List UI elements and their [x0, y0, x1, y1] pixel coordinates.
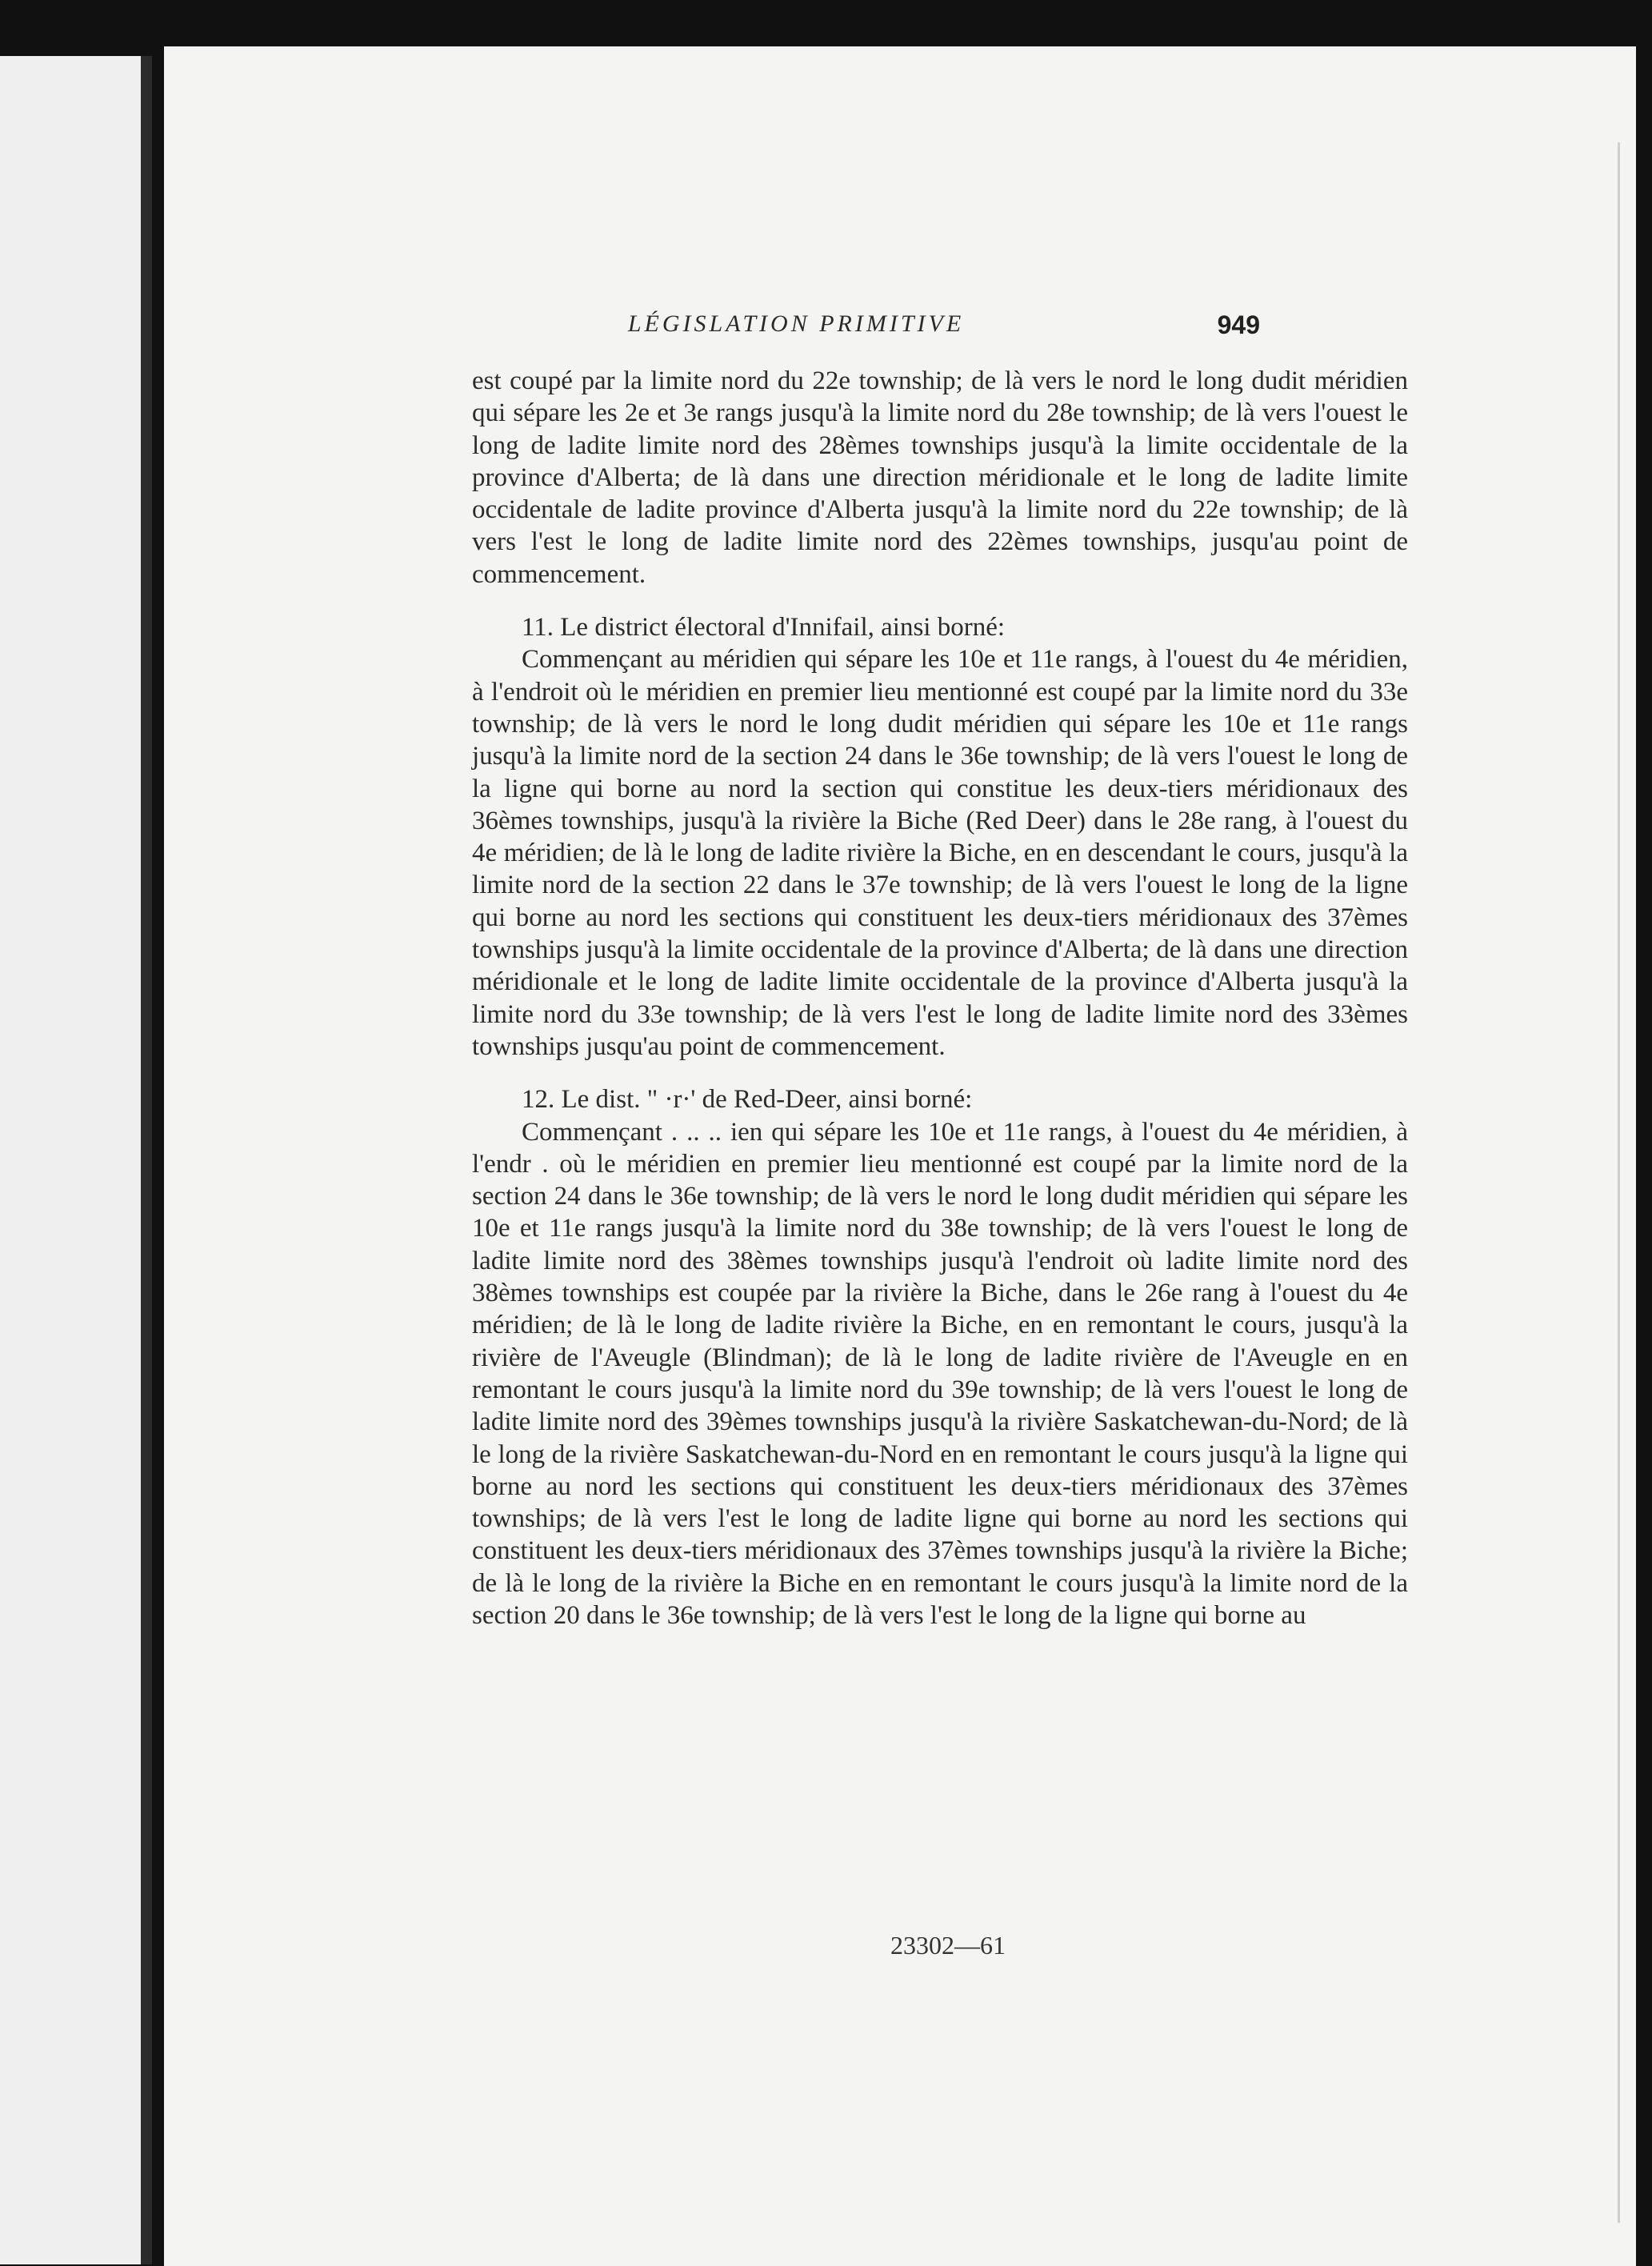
running-head: LÉGISLATION PRIMITIVE	[627, 310, 965, 337]
paragraph-section-11: Commençant au méridien qui sépare les 10e et 11e rangs, à l'ouest du 4e méridien, à l'endroit où le méridien en premier lieu mentionné est coupé par la limite nord du 33e township; de là vers le nord le long dudit méridien qui sépare les 10e et 11e rangs jusqu'à la limite nord de la section 24 dans le 36e township; de là vers l'ouest le long de la ligne qui borne au nord la section qui constitue les deux-tiers méridionaux des 36èmes townships, jusqu'à la rivière la Biche (Red Deer) dans le 28e rang, à l'ouest du 4e méridien; de là le long de ladite rivière la Biche, en en descendant le cours, jusqu'à la limite nord de la section 22 dans le 37e township; de là vers l'ouest le long de la ligne qui borne au nord les sections qui constituent les deux-tiers méridionaux des 37èmes townships jusqu'à la limite occidentale de la province d'Alberta; de là dans une direction méridionale et le long de ladite limite occidentale de la province d'Alberta jusqu'à la limite nord du 33e township; de là vers l'est le long de ladite limite nord des 33èmes townships jusqu'au point de commencement.	[472, 645, 1408, 1061]
printer-signature: 23302—61	[890, 1931, 1006, 1960]
paragraph-continuation: est coupé par la limite nord du 22e township; de là vers le nord le long dudit méridien qui sépare les 2e et 3e rangs jusqu'à la limite nord du 28e township; de là vers l'ouest le long de ladite limite nord des 28èmes townships jusqu'à la limite occidentale de la province d'Alberta; de là dans une direction méridionale et le long de ladite limite occidentale de ladite province d'Alberta jusqu'à la limite nord du 22e township; de là vers l'est le long de ladite limite nord des 22èmes townships, jusqu'au point de commencement.	[472, 366, 1408, 589]
body-text	[472, 365, 1408, 1631]
page-header	[164, 278, 1636, 350]
section-heading-12: 12. Le dist. " ·r·' de Red-Deer, ainsi borné:	[522, 1085, 973, 1115]
adjacent-page-edge	[0, 56, 152, 2264]
paragraph-section-12: Commençant . .. .. ien qui sépare les 10e et 11e rangs, à l'ouest du 4e méridien, à l'endr . où le méridien en premier lieu mentionné est coupé par la limite nord de la section 24 dans le 36e township; de là vers le nord le long dudit méridien qui sépare les 10e et 11e rangs jusqu'à la limite nord du 38e township; de là vers l'ouest le long de ladite limite nord des 38èmes townships jusqu'à l'endroit où ladite limite nord des 38èmes townships est coupée par la rivière la Biche, dans le 26e rang à l'ouest du 4e méridien; de là le long de ladite rivière la Biche, en en remontant le cours, jusqu'à la rivière de l'Aveugle (Blindman); de là le long de ladite rivière de l'Aveugle en en remontant le cours jusqu'à la limite nord du 39e township; de là vers l'ouest le long de ladite limite nord des 39èmes townships jusqu'à la rivière Saskatchewan-du-Nord; de là le long de la rivière Saskatchewan-du-Nord en en remontant le cours jusqu'à la ligne qui borne au nord les sections qui constituent les deux-tiers méridionaux des 37èmes townships; de là vers l'est le long de ladite ligne qui borne au nord les sections qui constituent les deux-tiers méridionaux des 37èmes townships jusqu'à la rivière la Biche; de là le long de la rivière la Biche en en remontant le cours jusqu'à la limite nord de la section 20 dans le 36e township; de là vers l'est le long de la ligne qui borne au	[472, 1117, 1408, 1630]
section-heading-11: 11. Le district électoral d'Innifail, ainsi borné:	[522, 613, 1006, 643]
page-number: 949	[1217, 310, 1260, 339]
document-page	[164, 46, 1636, 2266]
